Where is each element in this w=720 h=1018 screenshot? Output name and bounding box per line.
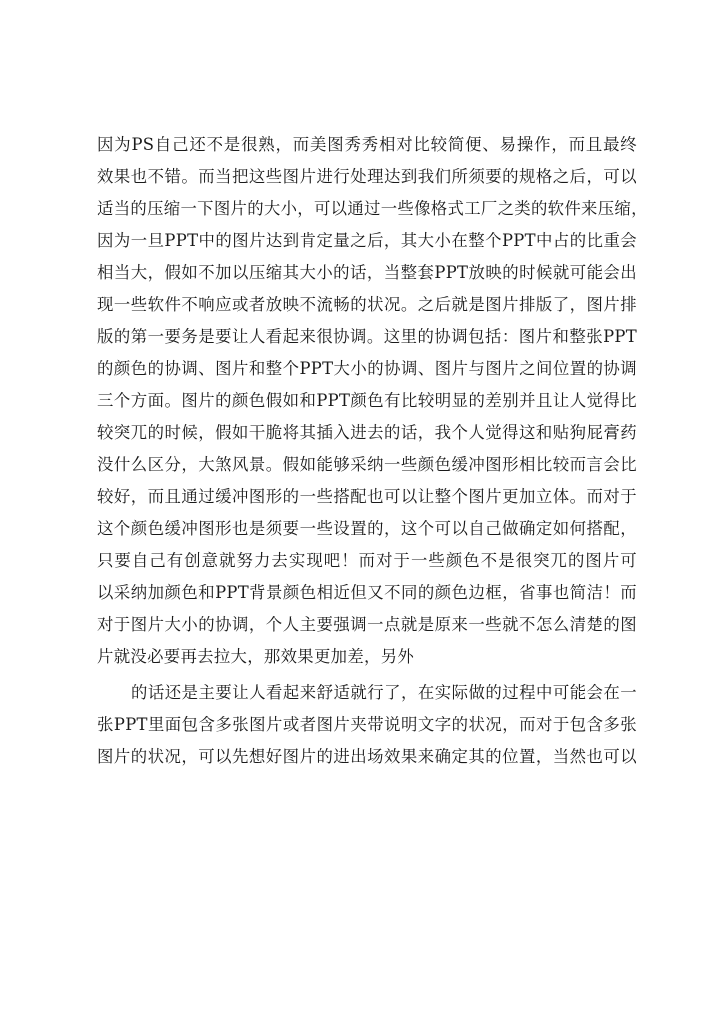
text-line: 片就没必要再去拉大，那效果更加差，另外 xyxy=(97,647,415,666)
text-line: 因为PS自己还不是很熟，而美图秀秀相对比较简便、易操作，而且最终 xyxy=(97,135,637,154)
text-line: 相当大，假如不加以压缩其大小的话，当整套PPT放映的时候就可能会出 xyxy=(97,263,637,282)
text-line: 因为一旦PPT中的图片达到肯定量之后，其大小在整个PPT中占的比重会 xyxy=(97,231,637,250)
paragraph-2 xyxy=(97,677,637,773)
text-line: 较好，而且通过缓冲图形的一些搭配也可以让整个图片更加立体。而对于 xyxy=(97,487,637,506)
text-line: 较突兀的时候，假如干脆将其插入进去的话，我个人觉得这和贴狗屁膏药 xyxy=(97,423,637,442)
text-line: 版的第一要务是要让人看起来很协调。这里的协调包括：图片和整张PPT xyxy=(97,327,637,346)
text-line: 适当的压缩一下图片的大小，可以通过一些像格式工厂之类的软件来压缩， xyxy=(97,199,648,218)
text-line: 的话还是主要让人看起来舒适就行了，在实际做的过程中可能会在一 xyxy=(131,683,637,702)
text-line: 对于图片大小的协调，个人主要强调一点就是原来一些就不怎么清楚的图 xyxy=(97,615,637,634)
text-line: 效果也不错。而当把这些图片进行处理达到我们所须要的规格之后，可以 xyxy=(97,167,637,186)
text-line: 没什么区分，大煞风景。假如能够采纳一些颜色缓冲图形相比较而言会比 xyxy=(97,455,637,474)
text-line: 现一些软件不响应或者放映不流畅的状况。之后就是图片排版了，图片排 xyxy=(97,295,637,314)
text-line: 张PPT里面包含多张图片或者图片夹带说明文字的状况，而对于包含多张 xyxy=(97,715,637,734)
paragraph-1 xyxy=(97,129,648,673)
text-line: 三个方面。图片的颜色假如和PPT颜色有比较明显的差别并且让人觉得比 xyxy=(97,391,637,410)
body-text xyxy=(97,129,648,773)
text-line: 这个颜色缓冲图形也是须要一些设置的，这个可以自己做确定如何搭配， xyxy=(97,519,637,538)
text-line: 图片的状况，可以先想好图片的进出场效果来确定其的位置，当然也可以 xyxy=(97,747,637,766)
text-line: 的颜色的协调、图片和整个PPT大小的协调、图片与图片之间位置的协调 xyxy=(97,359,637,378)
text-line: 以采纳加颜色和PPT背景颜色相近但又不同的颜色边框，省事也简洁！而 xyxy=(97,583,637,602)
text-line: 只要自己有创意就努力去实现吧！而对于一些颜色不是很突兀的图片可 xyxy=(97,551,637,570)
